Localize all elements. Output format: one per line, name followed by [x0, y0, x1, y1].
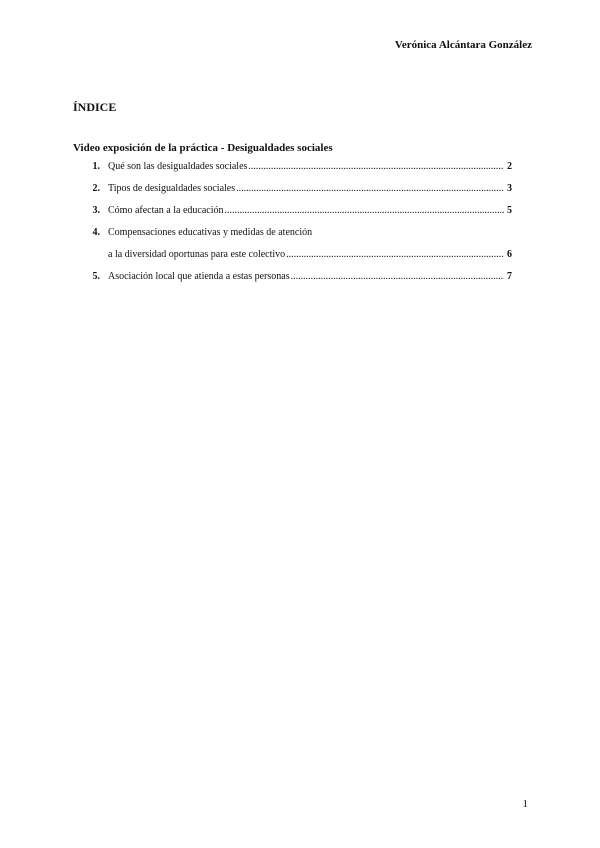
- toc-entry-label: Asociación local que atienda a estas personas: [108, 271, 290, 282]
- toc-entry-number: 5.: [92, 271, 100, 282]
- index-heading: ÍNDICE: [73, 100, 117, 114]
- toc-entry-page: 7: [507, 271, 512, 282]
- author-name: Verónica Alcántara González: [394, 39, 532, 51]
- page-number: 1: [522, 798, 528, 810]
- toc-section-title: Video exposición de la práctica - Desigualdades sociales: [73, 142, 333, 154]
- toc-entry-page: 3: [507, 183, 512, 194]
- toc-entry-3[interactable]: [86, 204, 512, 217]
- toc-entry-label: Qué son las desigualdades sociales: [108, 161, 248, 172]
- toc-entry-page: 6: [507, 249, 512, 260]
- toc-entry-label-line-2: a la diversidad oportunas para este colectivo: [108, 249, 286, 260]
- toc-entry-number: 2.: [92, 183, 100, 194]
- toc-entry-number: 4.: [92, 227, 100, 238]
- table-of-contents: [86, 160, 512, 292]
- toc-entry-1[interactable]: [86, 160, 512, 173]
- dot-leader: [236, 182, 504, 195]
- toc-entry-label-line-1: Compensaciones educativas y medidas de atención: [108, 227, 313, 238]
- toc-entry-number: 3.: [92, 205, 100, 216]
- toc-entry-page: 2: [507, 161, 512, 172]
- dot-leader: [291, 270, 504, 283]
- dot-leader: [286, 248, 504, 261]
- toc-entry-number: 1.: [92, 161, 100, 172]
- toc-entry-label: Tipos de desigualdades sociales: [108, 183, 236, 194]
- toc-entry-page: 5: [507, 205, 512, 216]
- toc-entry-2[interactable]: [86, 182, 512, 195]
- toc-entry-label: Cómo afectan a la educación: [108, 205, 224, 216]
- toc-entry-4[interactable]: [86, 226, 512, 261]
- dot-leader: [248, 160, 504, 173]
- dot-leader: [225, 204, 505, 217]
- toc-entry-5[interactable]: [86, 270, 512, 283]
